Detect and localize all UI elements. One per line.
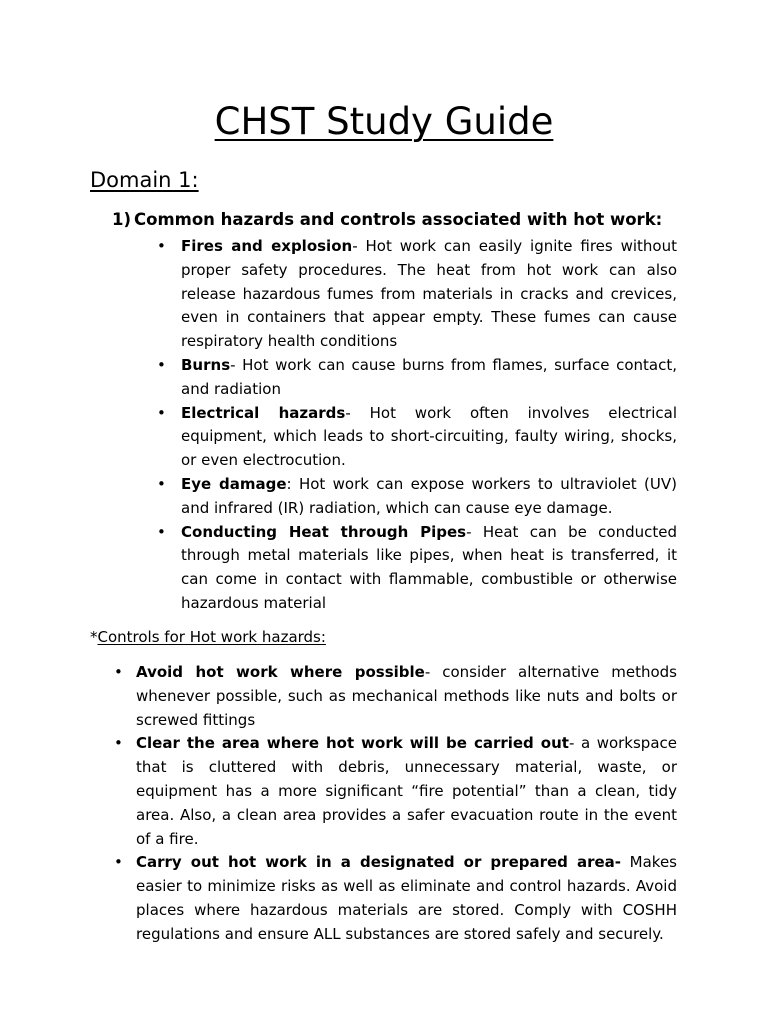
bullet-icon: • [157,403,166,422]
control-item [114,851,677,946]
hazard-item [157,235,677,354]
bullet-icon: • [114,663,123,681]
hazard-term: Fires and explosion [181,237,353,255]
page-title: CHST Study Guide [214,100,554,143]
hazard-term: Conducting Heat through Pipes [181,522,467,541]
bullet-icon: • [157,474,166,493]
domain-heading: Domain 1: [90,168,199,192]
control-text: Makes easier to minimize risks as well as eliminate and control hazards. Avoid places where hazardous materials are stored. Comply with COSHH regulations and ensure ALL substances are stored safely and securely. [136,853,677,943]
bullet-icon: • [157,355,166,374]
control-text: consider alternative methods whenever possible, such as mechanical methods like nuts and bolts or screwed fittings [136,663,677,729]
hazard-separator: : [286,474,292,493]
section-heading [112,210,662,229]
controls-heading [90,628,326,646]
hazard-item [157,473,677,521]
hazard-separator: - [466,522,472,541]
section-title: Common hazards and controls associated with hot work: [134,210,663,229]
hazard-separator: - [352,237,358,255]
control-item [114,661,677,732]
control-item [114,732,678,851]
control-term: Clear the area where hot work will be carried out [136,734,569,753]
hazard-item [157,354,677,402]
control-term: Carry out hot work in a designated or prepared area- [136,853,622,872]
hazard-item [157,521,677,616]
control-separator: - [424,663,431,681]
controls-heading-text: Controls for Hot work hazards: [97,628,326,646]
hazard-text: Hot work often involves electrical equipment, which leads to short-circuiting, faulty wiring, shocks, or even electrocution. [181,403,677,470]
hazard-term: Electrical hazards [181,403,346,422]
hazard-text: Hot work can expose workers to ultraviolet (UV) and infrared (IR) radiation, which can cause eye damage. [181,474,677,517]
hazard-text: Heat can be conducted through metal materials like pipes, when heat is transferred, it can come in contact with flammable, combustible or otherwise hazardous material [181,522,677,612]
controls-list [114,661,678,947]
hazard-text: Hot work can cause burns from flames, surface contact, and radiation [181,355,677,398]
hazard-term: Burns [181,355,231,374]
bullet-icon: • [114,853,123,872]
hazards-list [157,235,677,616]
bullet-icon: • [157,237,166,255]
hazard-term: Eye damage [181,474,287,493]
hazard-separator: - [230,355,236,374]
control-separator: - [568,734,575,753]
control-term: Avoid hot work where possible [136,663,425,681]
hazard-separator: - [345,403,351,422]
bullet-icon: • [157,522,166,541]
hazard-text: Hot work can easily ignite fires without proper safety procedures. The heat from hot work can also release hazardous fumes from materials in cracks and crevices, even in containers that appear empty. These fumes can cause respiratory health conditions [181,237,677,351]
controls-heading-prefix: * [90,628,98,646]
control-text: a workspace that is cluttered with debris, unnecessary material, waste, or equipment has a more significant “fire potential” than a clean, tidy area. Also, a clean area provides a safer evacuation route in the event of a fire. [136,734,678,848]
hazard-item [157,402,677,473]
section-number: 1) [112,210,132,229]
bullet-icon: • [114,734,123,753]
